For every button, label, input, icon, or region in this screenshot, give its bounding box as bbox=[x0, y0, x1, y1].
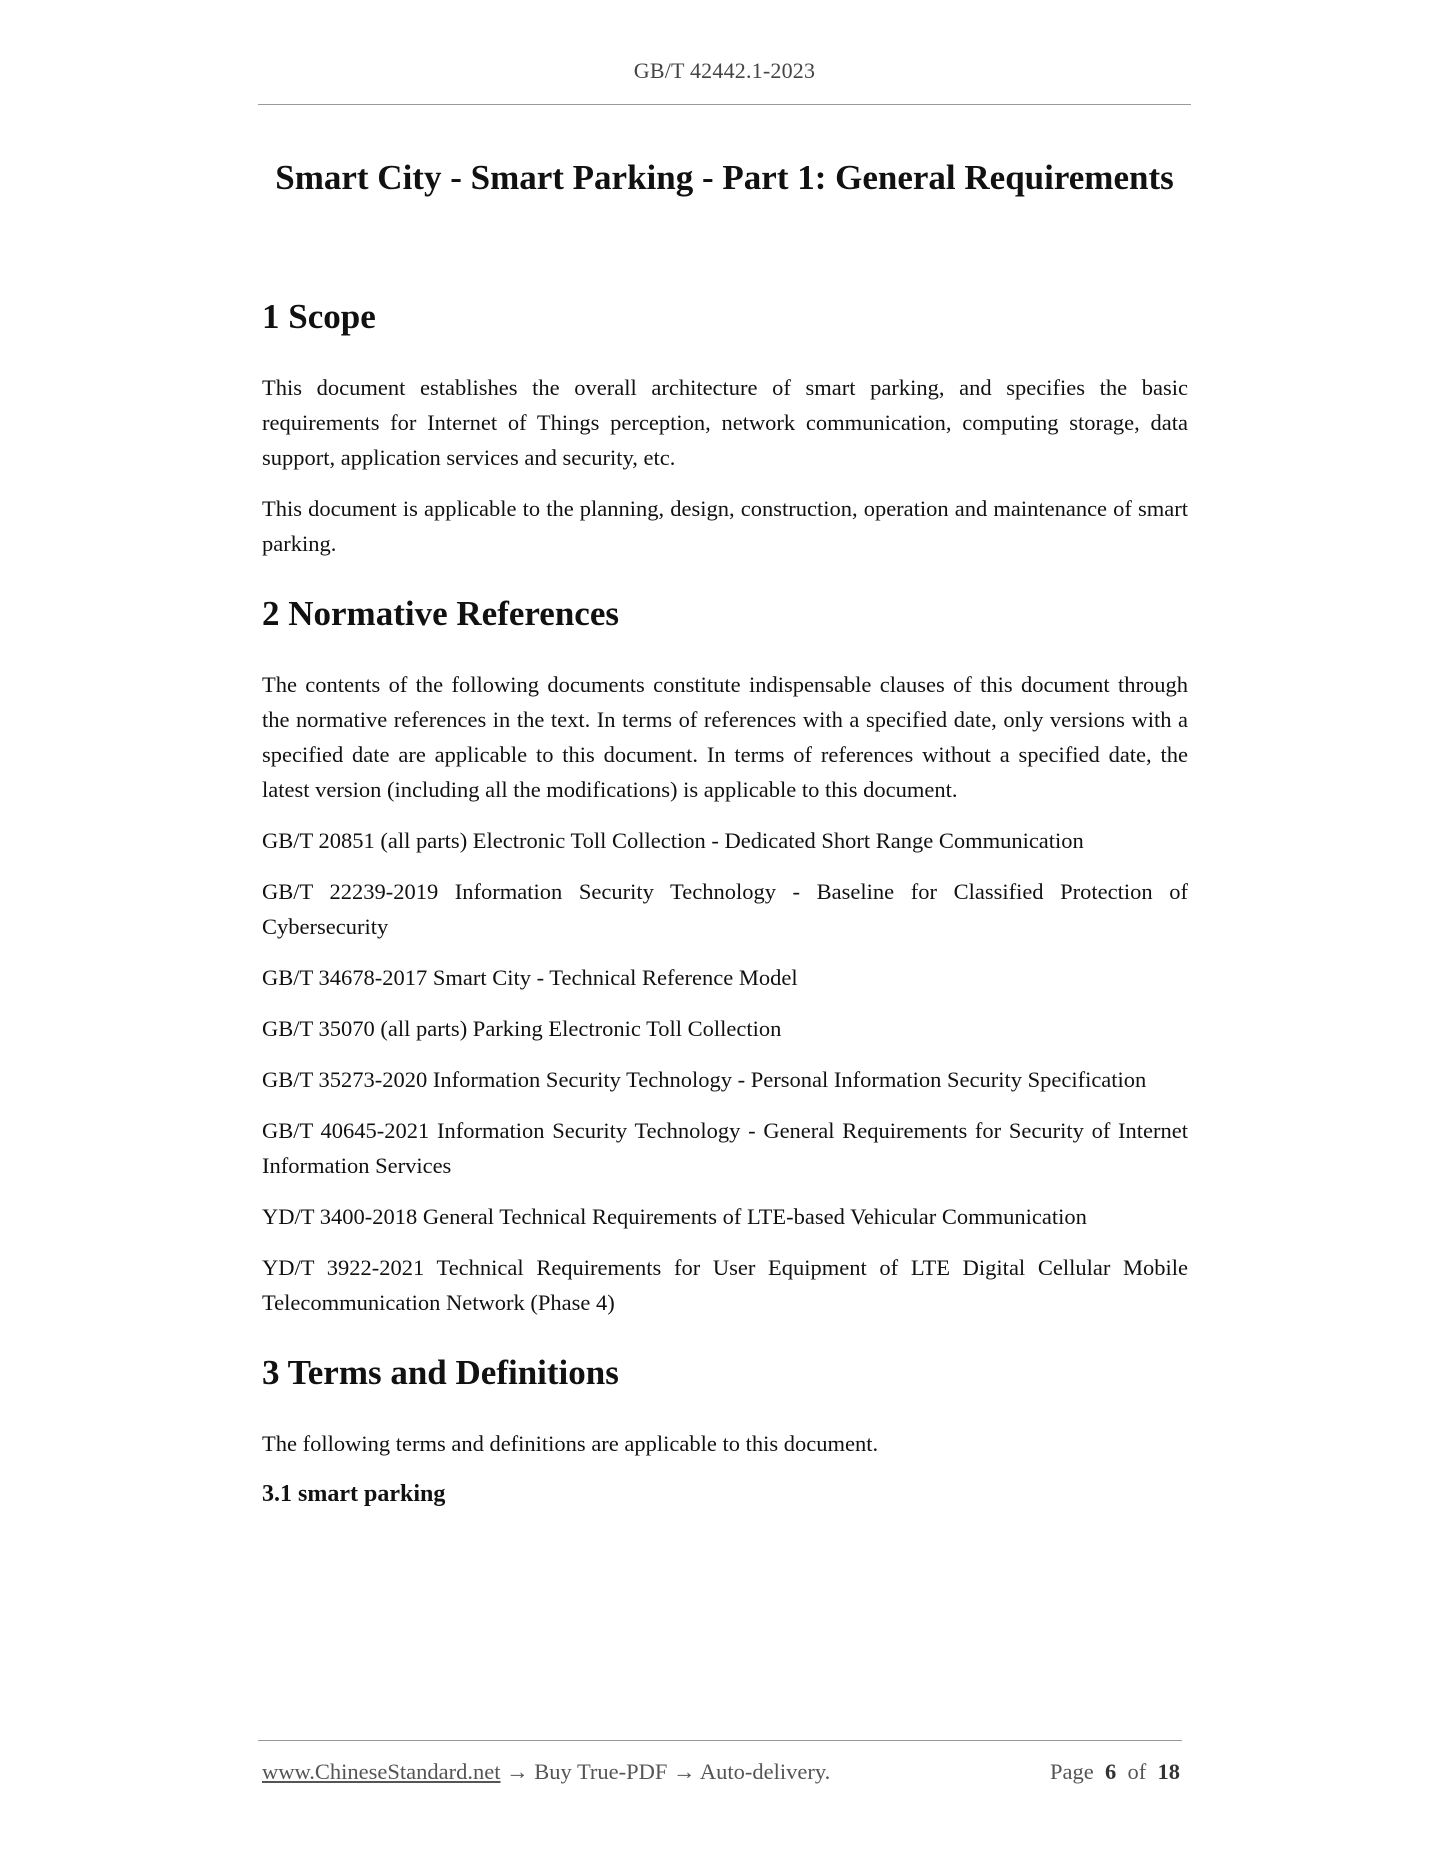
scope-paragraph: This document is applicable to the planning, design, construction, operation and maintenance of smart parking. bbox=[262, 496, 1188, 556]
page-of-label: of bbox=[1127, 1759, 1147, 1784]
page-total: 18 bbox=[1157, 1759, 1180, 1784]
reference-item: GB/T 34678-2017 Smart City - Technical Reference Model bbox=[262, 965, 798, 990]
footer-promo-text: → Buy True-PDF → Auto-delivery. bbox=[500, 1759, 831, 1784]
page-label: Page bbox=[1050, 1759, 1094, 1784]
section-heading-terms: 3 Terms and Definitions bbox=[262, 1353, 619, 1392]
document-body bbox=[262, 295, 1188, 1512]
reference-item: GB/T 22239-2019 Information Security Technology - Baseline for Classified Protection of Cybersecurity bbox=[262, 879, 1188, 939]
reference-item: GB/T 20851 (all parts) Electronic Toll Collection - Dedicated Short Range Communication bbox=[262, 828, 1084, 853]
footer-promo bbox=[262, 1759, 830, 1785]
reference-item: YD/T 3400-2018 General Technical Requirements of LTE-based Vehicular Communication bbox=[262, 1204, 1087, 1229]
term-heading-smart-parking: 3.1 smart parking bbox=[262, 1481, 446, 1507]
page-current: 6 bbox=[1105, 1759, 1117, 1784]
footer-divider bbox=[258, 1740, 1182, 1741]
section-heading-scope: 1 Scope bbox=[262, 297, 376, 336]
terms-intro: The following terms and definitions are applicable to this document. bbox=[262, 1431, 879, 1456]
page-footer bbox=[262, 1759, 1180, 1785]
page-indicator bbox=[1050, 1759, 1180, 1785]
scope-paragraph: This document establishes the overall architecture of smart parking, and specifies the basic requirements for Internet of Things perception, network communication, computing storage, data support, application services and security, etc. bbox=[262, 375, 1188, 470]
reference-item: GB/T 40645-2021 Information Security Technology - General Requirements for Security of Internet Information Services bbox=[262, 1118, 1188, 1178]
reference-item: YD/T 3922-2021 Technical Requirements for User Equipment of LTE Digital Cellular Mobile Telecommunication Network (Phase 4) bbox=[262, 1255, 1188, 1315]
references-intro: The contents of the following documents constitute indispensable clauses of this document through the normative references in the text. In terms of references with a specified date, only versions with a specified date are applicable to this document. In terms of references without a specified date, the latest version (including all the modifications) is applicable to this document. bbox=[262, 672, 1188, 802]
reference-item: GB/T 35273-2020 Information Security Technology - Personal Information Security Specification bbox=[262, 1067, 1147, 1092]
header-divider bbox=[258, 104, 1191, 105]
section-heading-references: 2 Normative References bbox=[262, 594, 619, 633]
website-link[interactable]: www.ChineseStandard.net bbox=[262, 1759, 501, 1784]
reference-item: GB/T 35070 (all parts) Parking Electronic Toll Collection bbox=[262, 1016, 782, 1041]
page-header: GB/T 42442.1-2023 bbox=[633, 58, 816, 83]
document-title: Smart City - Smart Parking - Part 1: General Requirements bbox=[275, 158, 1174, 197]
